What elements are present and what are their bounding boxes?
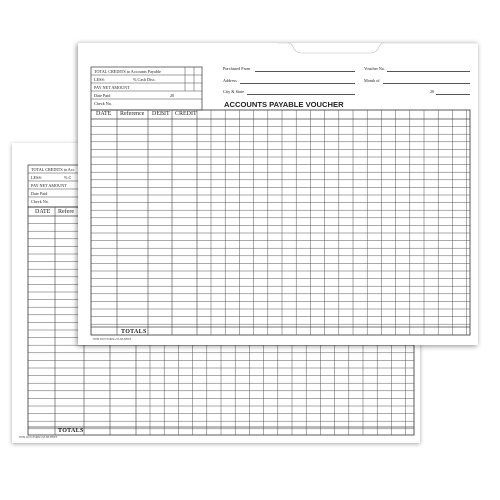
less-label: LESS: [94, 77, 105, 82]
front-form-grid [78, 43, 478, 345]
col-debit: DEBIT [152, 111, 170, 117]
year-line [436, 94, 470, 95]
col-reference: Reference [120, 111, 145, 117]
purchased-from-line [255, 71, 355, 72]
address-label: Address [223, 78, 237, 83]
col-credit: CREDIT [175, 111, 197, 117]
back-footer-code: ITEM 46574 FORM 233-SH-HHYE [19, 436, 58, 439]
envelope-flap-edge [278, 43, 478, 53]
voucher-no-line [387, 71, 470, 72]
total-credits-label: TOTAL CREDITS to Accounts Payable [94, 69, 161, 74]
back-pay-net-amount-label: PAY NET AMOUNT [31, 183, 67, 188]
purchased-from-label: Purchased From [223, 66, 251, 71]
back-col-date: DATE [35, 209, 51, 215]
back-date-paid-label: Date Paid [31, 191, 48, 196]
city-state-line [247, 94, 355, 95]
back-cash-disc-label: % C [64, 175, 72, 180]
back-totals-label: TOTALS [58, 428, 84, 434]
pay-net-amount-label: PAY NET AMOUNT [94, 85, 130, 90]
footer-code: ITEM 46570 FORM 233-SH-HHYE [93, 338, 132, 341]
back-total-credits-label: TOTAL CREDITS to Acc [31, 167, 75, 172]
col-date: DATE [96, 111, 112, 117]
cash-disc-label: % Cash Disc. [133, 77, 156, 82]
month-of-line [383, 83, 470, 84]
year-prefix: 20 [430, 89, 435, 94]
city-state-label: City & State [223, 89, 244, 94]
address-line [240, 83, 355, 84]
totals-label: TOTALS [121, 329, 147, 335]
date-paid-year: 20 [170, 93, 175, 98]
back-less-label: LESS: [31, 175, 42, 180]
form-title: ACCOUNTS PAYABLE VOUCHER [224, 100, 344, 109]
check-no-label: Check No. [94, 101, 112, 106]
voucher-no-label: Voucher No. [364, 66, 386, 71]
front-voucher-form [78, 43, 478, 345]
date-paid-label: Date Paid [94, 93, 111, 98]
back-check-no-label: Check No. [31, 199, 49, 204]
back-col-reference: Refere [58, 209, 74, 215]
month-of-label: Month of [364, 78, 380, 83]
